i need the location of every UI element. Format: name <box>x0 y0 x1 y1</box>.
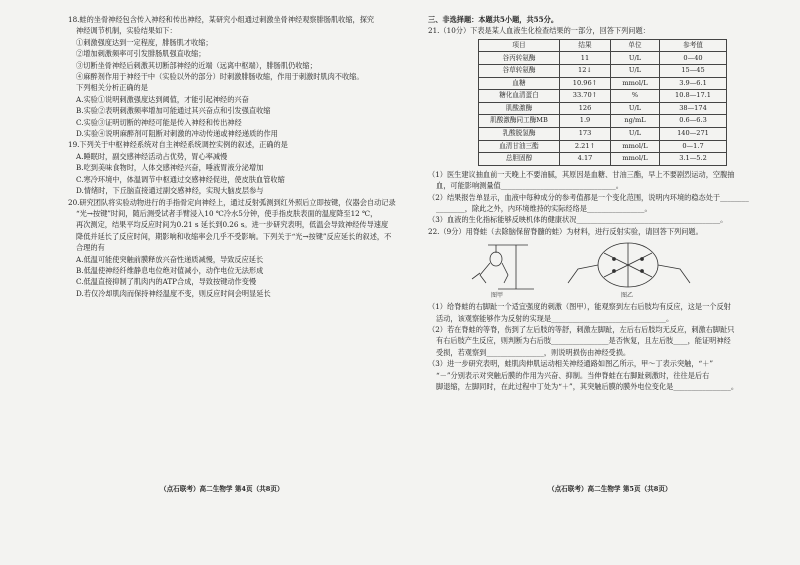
table-cell: U/L <box>611 65 660 78</box>
table-row <box>479 90 727 103</box>
table-row <box>479 77 727 90</box>
q18-option-c: C.实验③证明切断的神经可能是传入神经和传出神经 <box>76 117 242 127</box>
table-cell: mmol/L <box>611 77 660 90</box>
table-cell: 2.21↑ <box>560 140 611 153</box>
table-row <box>479 102 727 115</box>
q18-option-d: D.实验④说明麻醉剂可阻断对刺激的冲动传递或神经递质的作用 <box>76 129 278 139</box>
table-cell: 3.1—5.2 <box>660 153 727 166</box>
table-header: 项目 <box>479 39 560 52</box>
table-cell: 173 <box>560 127 611 140</box>
table-header-row <box>479 39 727 52</box>
q21-sub2-cont: ________，除此之外，内环境维持的实际经络是________________。 <box>436 203 652 213</box>
table-header: 参考值 <box>660 39 727 52</box>
q21-sub1-cont: 血，可能影响测量值________________________________。 <box>436 181 623 191</box>
footer-right: （点石联考）高二生物学 第5页（共8页） <box>548 485 672 493</box>
question-20 <box>68 197 400 300</box>
table-cell: 4.17 <box>560 153 611 166</box>
table-cell: 33.70↑ <box>560 90 611 103</box>
q19-stem: 19.下列关于中枢神经系统对自主神经系统调控实例的叙述，正确的是 <box>68 140 288 150</box>
q18-line: ①刺激强度达到一定程度，腓肠肌才收缩； <box>76 37 213 47</box>
q18-option-b: B.实验②表明刺激频率增加可能通过其兴奋点和引发强直收缩 <box>76 106 271 116</box>
table-cell: 3.9—6.1 <box>660 77 727 90</box>
figure-b-neural-circuit <box>568 243 690 287</box>
q20-option-a: A.低温可能使突触前膜释放兴奋性递质减慢，导致反应延长 <box>76 254 264 264</box>
table-cell: U/L <box>611 102 660 115</box>
table-cell: 11 <box>560 52 611 65</box>
q18-line: ②增加刺激频率可引发腓肠肌强直收缩； <box>76 49 206 59</box>
question-19 <box>68 139 400 196</box>
q22-figures <box>428 239 758 299</box>
table-header: 结果 <box>560 39 611 52</box>
table-row <box>479 52 727 65</box>
table-cell: 10.8—17.1 <box>660 90 727 103</box>
table-cell: 38—174 <box>660 102 727 115</box>
table-cell: 0.6—6.3 <box>660 115 727 128</box>
table-row <box>479 127 727 140</box>
q20-line: 合理的有 <box>76 243 105 253</box>
table-cell: 肌酸激酶 <box>479 102 560 115</box>
table-cell: % <box>611 90 660 103</box>
table-row <box>479 65 727 78</box>
table-cell: 肌酸激酶同工酶MB <box>479 115 560 128</box>
table-cell: 0—1.7 <box>660 140 727 153</box>
q20-option-d: D.若仅冷却肌肉而保持神经温度不变，则反应时间会明显延长 <box>76 288 271 298</box>
table-cell: 15—45 <box>660 65 727 78</box>
q20-line: “光→按键”时间，随后测受试者手臂浸入10 ℃冷水5分钟，使手指皮肤表面的温度降至12 ℃， <box>76 208 378 218</box>
q20-line: 20.研究团队将实验动物进行的手指骨定向神经上，通过反射弧测到红外照后立即按键，仪器会自动记录 <box>68 197 396 207</box>
table-cell: 谷丙转氨酶 <box>479 52 560 65</box>
table-cell: mmol/L <box>611 140 660 153</box>
q18-line: 18.蛙的坐骨神经包含传入神经和传出神经，某研究小组通过刺激坐骨神经观察腓肠肌收缩，探究 <box>68 15 375 24</box>
q18-option-a: A.实验①说明刺激强度达到阈值，才能引起神经的兴奋 <box>76 94 249 104</box>
table-cell: 1.9 <box>560 115 611 128</box>
question-18 <box>68 14 400 139</box>
table-cell: U/L <box>611 127 660 140</box>
table-cell: 0—40 <box>660 52 727 65</box>
q19-option-d: D.情绪时，下丘脑直接通过副交感神经，实现大脑皮层参与 <box>76 186 264 196</box>
table-row <box>479 115 727 128</box>
table-cell: 谷草转氨酶 <box>479 65 560 78</box>
table-cell: ng/mL <box>611 115 660 128</box>
table-cell: 12↓ <box>560 65 611 78</box>
q22-sub2: （2）若在脊蛙的等脊，伤到了左后肢的等舒，刺激左脚趾，左后右后肢均无反应，刺激右脚趾只 <box>428 325 735 334</box>
left-page <box>68 14 400 299</box>
q21-intro: 21.（10分）下表是某人血液生化检查结果的一部分，回答下列问题： <box>428 26 650 36</box>
q22-sub2-cont: 受损，若观察到________________，则说明损伤由神经受损。 <box>436 347 631 357</box>
table-cell: 10.96↑ <box>560 77 611 90</box>
table-cell: U/L <box>611 52 660 65</box>
table-row <box>479 140 727 153</box>
table-cell: mmol/L <box>611 153 660 166</box>
q18-line: 下列相关分析正确的是 <box>76 83 148 93</box>
table-cell: 糖化血清蛋白 <box>479 90 560 103</box>
q21-sub2: （2）结果报告单显示，血液中每种成分的参考值都是一个变化范围，说明内环境的稳态处于________ <box>428 192 749 202</box>
q22-sub3: （3）进一步研究表明，蛙肌肉伸肌运动相关神经通路如图乙所示，甲～丁表示突触，“＋” <box>428 359 714 369</box>
table-cell: 乳酸脱氢酶 <box>479 127 560 140</box>
q21-sub1: （1）医生建议抽血前一天晚上不要油腻，其原因是血糖、甘油三酯，早上不要剧烈运动，空腹抽 <box>428 169 735 179</box>
q22-sub1: （1）给脊蛙的右脚趾一个适宜强度的刺激（图甲），能观察到左右后肢均有反应，这是一个反射 <box>428 302 731 312</box>
q20-option-c: C.低温直接抑制了肌肉内的ATP合成，导致按键动作变慢 <box>76 277 257 287</box>
q21-sub3: （3）血液的生化指标能够反映机体的健康状况________________________________________。 <box>428 215 728 225</box>
blood-test-table <box>478 39 727 166</box>
table-cell: 140—271 <box>660 127 727 140</box>
figure-b-caption: 图乙 <box>621 292 634 300</box>
q19-option-a: A.睡眠时，副交感神经活动占优势，胃心率减慢 <box>76 151 228 161</box>
q18-line: ④麻醉剂作用于神经干中（实验以外的部分）时刺激腓肠收缩，作用于刺激时肌肉不收缩。 <box>76 72 364 82</box>
q18-line: 神经调节机制，实验结果如下： <box>76 26 177 36</box>
table-cell: 总胆固醇 <box>479 153 560 166</box>
section-header: 三、非选择题：本题共5小题，共55分。 <box>428 15 559 24</box>
q20-line: 再次测定，结果平均反应时间为0.21 s 延长到0.26 s。进一步研究表明，低温会导致神经传导速度 <box>76 220 389 230</box>
table-cell: 血清甘油三酯 <box>479 140 560 153</box>
q20-line: 降低并延长了反应时间，期影响和收缩率会几乎不受影响。下列关于“光→按键”反应延长的叙述，不 <box>76 231 392 241</box>
table-cell: 血糖 <box>479 77 560 90</box>
frog-experiment-diagram <box>428 239 758 299</box>
figure-a-spinal-frog <box>472 245 534 289</box>
q18-line: ③切断坐骨神经后刺激其切断部神经的近端（远离中枢端），腓肠肌仍收缩； <box>76 60 317 70</box>
right-page <box>428 14 758 392</box>
footer-left: （点石联考）高二生物学 第4页（共8页） <box>160 485 284 493</box>
q22-intro: 22.（9分）用脊蛙（去除脑保留脊髓的蛙）为材料，进行反射实验，请回答下列问题。 <box>428 226 703 236</box>
table-row <box>479 153 727 166</box>
q22-sub2-cont: 有右后肢产生反应，则判断为右后肢________________是否恢复，且左后肢____，能证明神经 <box>436 336 731 346</box>
q20-option-b: B.低温使神经纤维静息电位绝对值减小，动作电位无法形成 <box>76 265 264 275</box>
q19-option-b: B.吃到美味食物时，人体交感神经兴奋，唾液胃液分泌增加 <box>76 163 264 173</box>
q22-sub1-cont: 活动，该观察能够作为反射的实现是________________________________。 <box>436 313 674 323</box>
table-cell: 126 <box>560 102 611 115</box>
q22-sub3-cont: 脚退缩，左脚同时，在此过程中丁处为“＋”，其突触后膜的膜外电位变化是________________。 <box>436 382 739 392</box>
q19-option-c: C.寒冷环境中，体温调节中枢通过交感神经促进，使皮肤血管收缩 <box>76 174 285 184</box>
q22-sub3-cont: “－”分别表示对突触后膜的作用为兴奋、抑制。当伸脊蛙在右脚趾刺激时，往往是后右 <box>436 370 710 380</box>
table-header: 单位 <box>611 39 660 52</box>
figure-a-caption: 图甲 <box>491 292 504 300</box>
